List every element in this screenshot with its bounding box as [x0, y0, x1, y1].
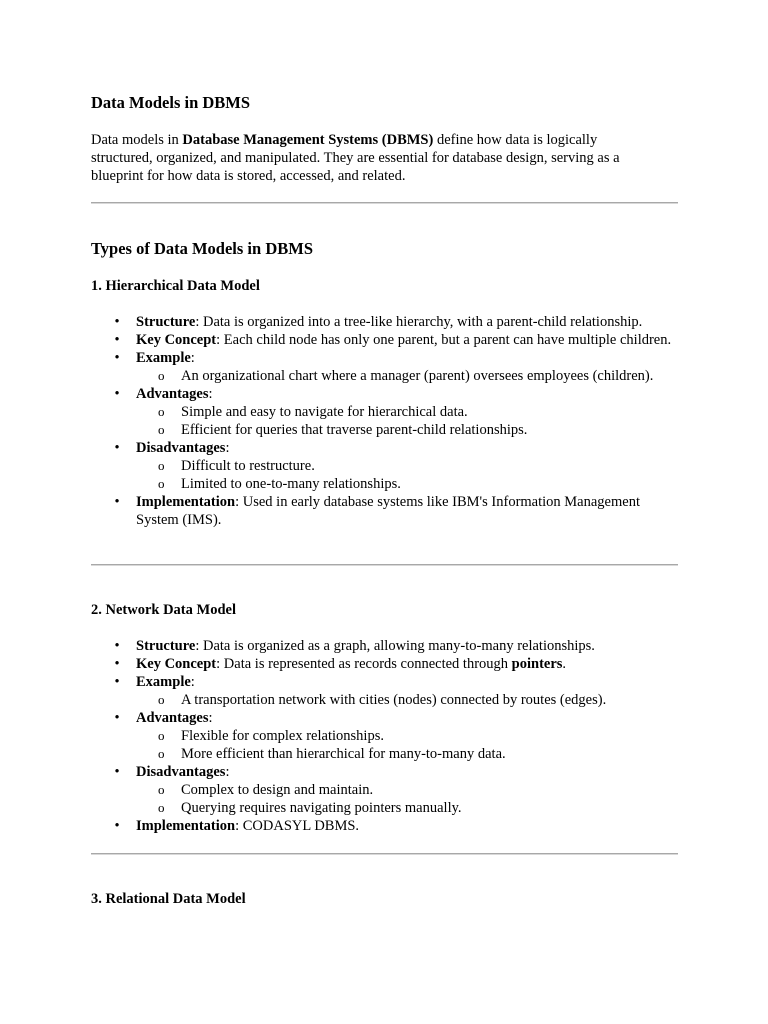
intro-text-before: Data models in: [91, 132, 183, 148]
sub-list: [136, 457, 678, 493]
network-list: [91, 637, 678, 835]
sub-bullet-glyph: o: [158, 782, 165, 797]
sub-bullet-glyph: o: [158, 692, 165, 707]
sub-list: [136, 781, 678, 817]
item-text: : Data is organized as a graph, allowing many-to-many relationships.: [195, 638, 595, 654]
item-bold-text: pointers: [511, 656, 563, 672]
sub-list-item: [136, 691, 678, 709]
sub-bullet-glyph: o: [158, 404, 165, 419]
list-item: [91, 385, 678, 439]
list-item: [91, 709, 678, 763]
sub-list: [136, 727, 678, 763]
intro-text-bold: Database Management Systems (DBMS): [182, 132, 434, 148]
sub-item-text: Simple and easy to navigate for hierarchical data.: [181, 404, 468, 420]
list-item: [91, 493, 678, 529]
item-text: :: [190, 350, 195, 366]
item-text: :: [225, 764, 230, 780]
sub-item-text: More efficient than hierarchical for many-to-many data.: [181, 746, 506, 762]
sub-item-text: An organizational chart where a manager (parent) oversees employees (children).: [181, 368, 654, 384]
item-term: Key Concept: [136, 332, 217, 348]
list-item: [91, 331, 678, 349]
sub-bullet-glyph: o: [158, 746, 165, 761]
item-text: :: [190, 674, 195, 690]
intro-paragraph: [91, 131, 651, 185]
sub-list-item: [136, 475, 678, 493]
types-heading: Types of Data Models in DBMS: [91, 239, 313, 258]
list-item: [91, 655, 678, 673]
sub-list-item: [136, 367, 678, 385]
sub-list: [136, 403, 678, 439]
bullet-glyph: •: [114, 350, 120, 366]
item-term: Implementation: [136, 818, 236, 834]
bullet-glyph: •: [114, 638, 120, 654]
sub-bullet-glyph: o: [158, 368, 165, 383]
sub-list-item: [136, 403, 678, 421]
bullet-glyph: •: [114, 710, 120, 726]
item-text: :: [225, 440, 230, 456]
sub-item-text: Complex to design and maintain.: [181, 782, 374, 798]
bullet-glyph: •: [114, 656, 120, 672]
item-text: .: [562, 656, 567, 672]
item-term: Example: [136, 350, 191, 366]
sub-list-item: [136, 457, 678, 475]
item-term: Disadvantages: [136, 440, 226, 456]
list-item: [91, 637, 678, 655]
sub-bullet-glyph: o: [158, 800, 165, 815]
sub-list-item: [136, 781, 678, 799]
bullet-glyph: •: [114, 818, 120, 834]
divider-3: [91, 853, 678, 855]
intro-text-after: define how data is logically structured, organized, and manipulated. They are essential for database design, serving as a blueprint for how data is stored, accessed, and related.: [91, 132, 620, 184]
sub-item-text: Querying requires navigating pointers manually.: [181, 800, 462, 816]
bullet-glyph: •: [114, 494, 120, 510]
bullet-glyph: •: [114, 440, 120, 456]
sub-bullet-glyph: o: [158, 728, 165, 743]
item-text: :: [208, 710, 213, 726]
sub-list: [136, 367, 678, 385]
sub-item-text: Difficult to restructure.: [181, 458, 315, 474]
hierarchical-list: [91, 313, 678, 529]
section-heading-hierarchical: 1. Hierarchical Data Model: [91, 278, 260, 294]
sub-list-item: [136, 745, 678, 763]
item-term: Advantages: [136, 710, 209, 726]
bullet-glyph: •: [114, 674, 120, 690]
item-text: :: [208, 386, 213, 402]
item-term: Disadvantages: [136, 764, 226, 780]
bullet-glyph: •: [114, 314, 120, 330]
section-heading-relational: 3. Relational Data Model: [91, 891, 246, 907]
list-item: [91, 349, 678, 385]
item-term: Structure: [136, 638, 196, 654]
sub-list: [136, 691, 678, 709]
sub-bullet-glyph: o: [158, 476, 165, 491]
item-text: : Each child node has only one parent, but a parent can have multiple children.: [216, 332, 672, 348]
bullet-glyph: •: [114, 332, 120, 348]
item-text: : Data is represented as records connected through: [216, 656, 512, 672]
item-term: Key Concept: [136, 656, 217, 672]
sub-bullet-glyph: o: [158, 422, 165, 437]
item-term: Implementation: [136, 494, 236, 510]
divider-1: [91, 202, 678, 204]
sub-item-text: Efficient for queries that traverse parent-child relationships.: [181, 422, 528, 438]
list-item: [91, 763, 678, 817]
item-term: Advantages: [136, 386, 209, 402]
sub-item-text: Flexible for complex relationships.: [181, 728, 384, 744]
bullet-glyph: •: [114, 386, 120, 402]
list-item: [91, 673, 678, 709]
item-text: : Data is organized into a tree-like hierarchy, with a parent-child relationship.: [195, 314, 643, 330]
sub-bullet-glyph: o: [158, 458, 165, 473]
list-item: [91, 439, 678, 493]
section-heading-network: 2. Network Data Model: [91, 602, 236, 618]
sub-list-item: [136, 727, 678, 745]
item-term: Structure: [136, 314, 196, 330]
item-text: : Used in early database systems like IBM's Information Management System (IMS).: [136, 494, 640, 528]
item-text: : CODASYL DBMS.: [235, 818, 360, 834]
sub-item-text: Limited to one-to-many relationships.: [181, 476, 401, 492]
divider-2: [91, 564, 678, 566]
sub-item-text: A transportation network with cities (nodes) connected by routes (edges).: [181, 692, 607, 708]
sub-list-item: [136, 421, 678, 439]
item-term: Example: [136, 674, 191, 690]
list-item: [91, 817, 678, 835]
page-title: Data Models in DBMS: [91, 93, 251, 112]
list-item: [91, 313, 678, 331]
sub-list-item: [136, 799, 678, 817]
bullet-glyph: •: [114, 764, 120, 780]
